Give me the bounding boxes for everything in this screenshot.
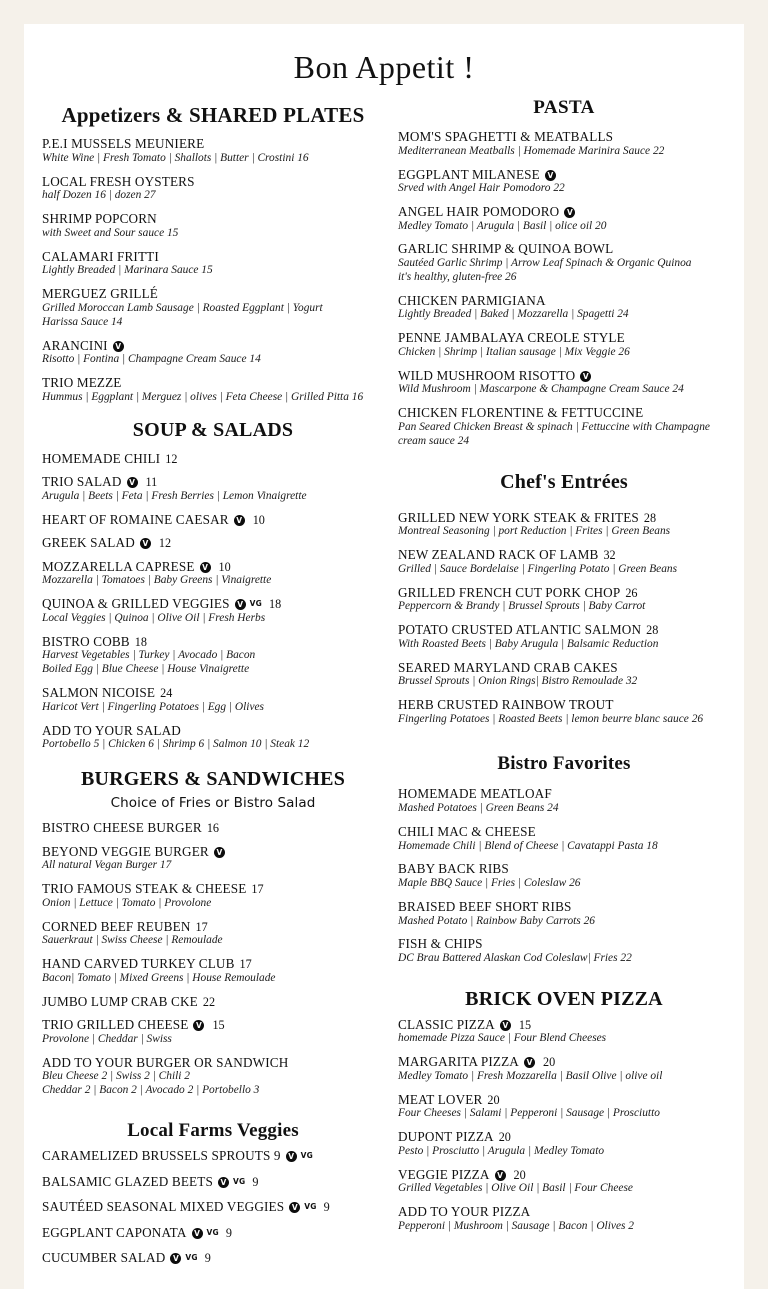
vegan-icon: VG <box>232 1176 246 1186</box>
item-label: MEAT LOVER <box>398 1091 483 1107</box>
item-name <box>42 685 384 701</box>
menu-item[interactable] <box>398 1129 730 1158</box>
item-price: 22 <box>202 994 216 1009</box>
item-name <box>42 338 384 354</box>
section-heading-bistro-favorites: Bistro Favorites <box>497 752 631 774</box>
item-label: CLASSIC PIZZA <box>398 1016 495 1032</box>
menu-item[interactable] <box>398 129 730 158</box>
menu-item[interactable] <box>398 167 730 196</box>
menu-item[interactable] <box>398 1054 730 1083</box>
vegetarian-icon: V <box>524 1057 535 1068</box>
item-label: CORNED BEEF REUBEN <box>42 918 191 934</box>
section-appetizers <box>42 136 384 404</box>
item-price: 20 <box>542 1055 556 1070</box>
item-name: CHILI MAC & CHEESE <box>398 823 536 839</box>
item-description: Local Veggies | Quinoa | Olive Oil | Fresh Herbs <box>42 611 266 624</box>
item-description: homemade Pizza Sauce | Four Blend Cheeses <box>398 1032 607 1045</box>
section-soup-salads <box>42 451 384 753</box>
item-description: Mashed Potatoes | Green Beans 24 <box>398 802 559 815</box>
vegan-icon: VG <box>300 1150 313 1160</box>
item-description: Peppercorn & Brandy | Brussel Sprouts | Baby Carrot <box>398 600 646 613</box>
menu-item[interactable] <box>42 249 384 278</box>
item-description: Grilled Vegetables | Olive Oil | Basil | Four Cheese <box>398 1182 633 1195</box>
item-description: White Wine | Fresh Tomato | Shallots | Butter | Crostini 16 <box>42 151 309 164</box>
menu-item[interactable] <box>398 293 730 322</box>
item-price: 12 <box>165 451 178 466</box>
item-name: LOCAL FRESH OYSTERS <box>42 173 195 189</box>
menu-item[interactable] <box>398 861 730 890</box>
item-name <box>398 1129 730 1145</box>
menu-item[interactable] <box>42 451 384 467</box>
item-name <box>42 820 384 836</box>
item-price: 26 <box>625 585 638 600</box>
vegetarian-icon: V <box>234 515 245 526</box>
item-description: Lightly Breaded | Marinara Sauce 15 <box>42 264 213 277</box>
vegetarian-icon: V <box>193 1020 204 1031</box>
item-price: 9 <box>252 1174 259 1189</box>
menu-item[interactable] <box>42 919 384 948</box>
item-description: Homemade Chili | Blend of Cheese | Cavatappi Pasta 18 <box>398 839 658 852</box>
item-name <box>398 204 730 220</box>
menu-item[interactable] <box>398 204 730 233</box>
section-chefs-entrees <box>398 510 730 727</box>
vegetarian-icon: V <box>214 847 225 858</box>
item-label: DUPONT PIZZA <box>398 1129 494 1145</box>
menu-item[interactable] <box>42 994 384 1010</box>
item-label: ANGEL HAIR POMODORO <box>398 204 560 219</box>
menu-item[interactable] <box>398 786 730 815</box>
item-name <box>42 881 384 897</box>
item-name <box>398 547 730 563</box>
menu-item[interactable] <box>398 1017 730 1046</box>
item-price: 9 <box>225 1225 232 1240</box>
item-description: Medley Tomato | Arugula | Basil | olice oil 20 <box>398 219 607 232</box>
item-name: CALAMARI FRITTI <box>42 248 159 264</box>
item-description: Bleu Cheese 2 | Swiss 2 | Chili 2 <box>42 1070 191 1083</box>
item-name <box>42 1250 384 1266</box>
menu-item[interactable] <box>42 723 384 752</box>
menu-item[interactable] <box>42 211 384 240</box>
item-description: Portobello 5 | Chicken 6 | Shrimp 6 | Salmon 10 | Steak 12 <box>42 738 310 751</box>
menu-item[interactable] <box>42 1250 384 1266</box>
menu-item[interactable] <box>42 1225 384 1241</box>
item-name <box>398 1054 730 1070</box>
item-name: CHICKEN FLORENTINE & FETTUCCINE <box>398 405 644 421</box>
item-label: TRIO GRILLED CHEESE <box>42 1017 189 1033</box>
section-local-farms <box>42 1148 384 1266</box>
item-label: POTATO CRUSTED ATLANTIC SALMON <box>398 622 642 638</box>
vegetarian-icon: V <box>580 371 591 382</box>
item-name <box>398 510 730 526</box>
section-brick-oven-pizza <box>398 1017 730 1234</box>
item-name <box>42 535 384 551</box>
item-label: TRIO SALAD <box>42 474 122 490</box>
item-description: Bacon| Tomato | Mixed Greens | House Remoulade <box>42 971 276 984</box>
vegetarian-icon: V <box>113 341 124 352</box>
item-price: 17 <box>195 919 208 934</box>
item-name <box>398 585 730 601</box>
vegetarian-icon: V <box>140 538 151 549</box>
item-label: SALMON NICOISE <box>42 685 156 701</box>
item-label: BALSAMIC GLAZED BEETS <box>42 1173 213 1189</box>
menu-item[interactable] <box>42 474 384 503</box>
item-label: SAUTÉED SEASONAL MIXED VEGGIES <box>42 1199 285 1215</box>
item-name: BABY BACK RIBS <box>398 861 509 877</box>
item-price: 9 <box>323 1200 330 1215</box>
item-label: GRILLED FRENCH CUT PORK CHOP <box>398 584 621 600</box>
item-name <box>42 956 384 972</box>
menu-item[interactable] <box>398 547 730 576</box>
item-name: SHRIMP POPCORN <box>42 211 157 227</box>
item-label: HEART OF ROMAINE CAESAR <box>42 511 229 527</box>
menu-item[interactable] <box>42 1055 384 1098</box>
item-description: Maple BBQ Sauce | Fries | Coleslaw 26 <box>398 877 581 890</box>
vegetarian-icon: V <box>545 170 556 181</box>
item-description: With Roasted Beets | Baby Arugula | Balsamic Reduction <box>398 637 659 650</box>
menu-item[interactable] <box>42 286 384 329</box>
item-price: 20 <box>513 1167 526 1182</box>
item-description: Fingerling Potatoes | Roasted Beets | lemon beurre blanc sauce 26 <box>398 712 704 725</box>
item-name <box>42 1225 384 1241</box>
menu-item[interactable] <box>398 585 730 614</box>
menu-item[interactable] <box>398 622 730 651</box>
menu-item[interactable] <box>398 368 730 397</box>
item-description: Sauerkraut | Swiss Cheese | Remoulade <box>42 934 223 947</box>
vegetarian-icon: V <box>170 1253 181 1264</box>
item-name <box>42 559 384 575</box>
item-description: Medley Tomato | Fresh Mozzarella | Basil Olive | olive oil <box>398 1069 663 1082</box>
item-label: HAND CARVED TURKEY CLUB <box>42 956 235 972</box>
item-price: 15 <box>212 1018 225 1033</box>
item-label: QUINOA & GRILLED VEGGIES <box>42 596 230 612</box>
item-description: Montreal Seasoning | port Reduction | Frites | Green Beans <box>398 525 671 538</box>
item-description: Mashed Potato | Rainbow Baby Carrots 26 <box>398 914 595 927</box>
item-name <box>398 1092 730 1108</box>
item-description: Grilled Moroccan Lamb Sausage | Roasted Eggplant | Yogurt Harissa Sauce 14 <box>42 301 323 328</box>
item-name: ADD TO YOUR BURGER OR SANDWICH <box>42 1054 289 1070</box>
section-heading-chefs-entrees: Chef's Entrées <box>500 470 628 493</box>
menu-item[interactable] <box>398 405 730 448</box>
item-name <box>398 167 730 183</box>
item-label: GRILLED NEW YORK STEAK & FRITES <box>398 509 639 525</box>
vegetarian-icon: V <box>500 1020 511 1031</box>
menu-item[interactable] <box>398 824 730 853</box>
item-label: HOMEMADE CHILI <box>42 450 161 466</box>
item-price: 18 <box>134 634 147 649</box>
item-label: JUMBO LUMP CRAB CKE <box>42 993 198 1009</box>
item-label: WILD MUSHROOM RISOTTO <box>398 367 576 383</box>
item-label: VEGGIE PIZZA <box>398 1166 490 1182</box>
item-description-line2: Cheddar 2 | Bacon 2 | Avocado 2 | Portobello 3 <box>42 1084 260 1097</box>
item-label: CARAMELIZED BRUSSELS SPROUTS 9 <box>42 1147 281 1163</box>
section-heading-pasta: PASTA <box>533 97 595 119</box>
item-name: FISH & CHIPS <box>398 936 483 952</box>
item-label: NEW ZEALAND RACK OF LAMB <box>398 547 599 563</box>
item-name: ADD TO YOUR SALAD <box>42 722 181 738</box>
item-description: Hummus | Eggplant | Merguez | olives | Feta Cheese | Grilled Pitta 16 <box>42 390 364 403</box>
section-pasta <box>398 129 730 449</box>
menu-item[interactable] <box>398 510 730 539</box>
item-name <box>42 1148 384 1164</box>
item-price: 11 <box>145 475 158 490</box>
menu-item[interactable] <box>42 136 384 165</box>
menu-item[interactable] <box>42 174 384 203</box>
item-name: MERGUEZ GRILLÉ <box>42 286 159 302</box>
menu-item[interactable] <box>398 1167 730 1196</box>
menu-item[interactable] <box>42 844 384 873</box>
menu-item[interactable] <box>42 338 384 367</box>
menu-item[interactable] <box>42 512 384 528</box>
item-name: ADD TO YOUR PIZZA <box>398 1204 531 1220</box>
item-price: 15 <box>518 1017 532 1032</box>
menu-item[interactable] <box>42 820 384 836</box>
item-price: 18 <box>268 597 282 612</box>
vegan-icon: VG <box>249 599 262 609</box>
menu-item[interactable] <box>42 634 384 677</box>
menu-item[interactable] <box>42 559 384 588</box>
item-price: 16 <box>206 821 219 836</box>
menu-item[interactable] <box>42 596 384 625</box>
item-label: BISTRO CHEESE BURGER <box>42 820 202 836</box>
item-label: BEYOND VEGGIE BURGER <box>42 843 209 859</box>
menu-item[interactable] <box>398 697 730 726</box>
item-description: Grilled | Sauce Bordelaise | Fingerling Potato | Green Beans <box>398 562 678 575</box>
item-name <box>42 634 384 650</box>
item-description: Harvest Vegetables | Turkey | Avocado | Bacon <box>42 649 256 662</box>
item-description: Pepperoni | Mushroom | Sausage | Bacon | Olives 2 <box>398 1219 634 1232</box>
item-description: Pan Seared Chicken Breast & spinach | Fettuccine with Champagne cream sauce 24 <box>398 420 710 447</box>
vegetarian-icon: V <box>495 1170 506 1181</box>
item-name <box>42 474 384 490</box>
item-name: TRIO MEZZE <box>42 375 122 391</box>
item-description: half Dozen 16 | dozen 27 <box>42 189 156 202</box>
item-price: 12 <box>158 536 172 551</box>
item-label: EGGPLANT MILANESE <box>398 166 540 182</box>
item-name <box>42 596 384 612</box>
vegetarian-icon: V <box>192 1228 203 1239</box>
item-price: 24 <box>160 686 173 701</box>
item-description-line2: Boiled Egg | Blue Cheese | House Vinaigrette <box>42 663 250 676</box>
item-name: SEARED MARYLAND CRAB CAKES <box>398 659 618 675</box>
item-description: Chicken | Shrimp | Italian sausage | Mix Veggie 26 <box>398 345 630 358</box>
item-price: 10 <box>252 512 265 527</box>
item-description: All natural Vegan Burger 17 <box>42 859 172 872</box>
vegetarian-icon: V <box>289 1202 300 1213</box>
item-description: Mediterranean Meatballs | Homemade Marinira Sauce 22 <box>398 144 665 157</box>
section-heading-brick-oven-pizza: BRICK OVEN PIZZA <box>465 987 663 1010</box>
item-name: MOM'S SPAGHETTI & MEATBALLS <box>398 129 614 145</box>
item-price: 20 <box>487 1092 500 1107</box>
item-name <box>42 512 384 528</box>
vegetarian-icon: V <box>286 1151 297 1162</box>
section-heading-soup-salads: SOUP & SALADS <box>132 418 294 441</box>
item-price: 17 <box>239 957 252 972</box>
item-price: 28 <box>646 623 659 638</box>
item-name <box>42 994 384 1010</box>
section-burgers <box>42 820 384 1098</box>
item-name: BRAISED BEEF SHORT RIBS <box>398 898 572 914</box>
menu-item[interactable] <box>42 1174 384 1190</box>
vegan-icon: VG <box>206 1227 219 1237</box>
item-label: EGGPLANT CAPONATA <box>42 1224 187 1240</box>
item-name <box>398 622 730 638</box>
item-name <box>398 368 730 384</box>
item-description: Onion | Lettuce | Tomato | Provolone <box>42 896 212 909</box>
vegetarian-icon: V <box>564 207 575 218</box>
item-name <box>398 1017 730 1033</box>
item-description: Srved with Angel Hair Pomodoro 22 <box>398 182 565 195</box>
menu-item[interactable] <box>42 1148 384 1164</box>
menu-item[interactable] <box>42 1199 384 1215</box>
item-name <box>42 844 384 860</box>
item-description: Provolone | Cheddar | Swiss <box>42 1032 172 1045</box>
section-heading-burgers: BURGERS & SANDWICHES <box>80 768 346 791</box>
item-price: 28 <box>643 510 657 525</box>
item-description: Wild Mushroom | Mascarpone & Champagne Cream Sauce 24 <box>398 383 684 396</box>
item-description: Brussel Sprouts | Onion Rings| Bistro Remoulade 32 <box>398 675 638 688</box>
menu-sheet <box>24 24 744 1289</box>
right-column <box>394 85 744 1242</box>
item-description: Four Cheeses | Salami | Pepperoni | Sausage | Prosciutto <box>398 1107 660 1120</box>
item-label: TRIO FAMOUS STEAK & CHEESE <box>42 881 247 897</box>
item-label: GREEK SALAD <box>42 535 135 551</box>
item-price: 20 <box>498 1130 511 1145</box>
item-description: Haricot Vert | Fingerling Potatoes | Egg | Olives <box>42 700 264 713</box>
menu-columns <box>24 85 744 1276</box>
item-label: ARANCINI <box>42 337 108 353</box>
vegetarian-icon: V <box>235 599 246 610</box>
left-column <box>24 85 394 1276</box>
menu-item[interactable] <box>42 535 384 551</box>
item-description: Mozzarella | Tomatoes | Baby Greens | Vinaigrette <box>42 574 272 587</box>
vegan-icon: VG <box>185 1253 198 1263</box>
item-description: Lightly Breaded | Baked | Mozzarella | Spagetti 24 <box>398 308 629 321</box>
item-price: 17 <box>251 882 264 897</box>
item-name <box>398 1167 730 1183</box>
item-label: MOZZARELLA CAPRESE <box>42 558 195 574</box>
item-name: HERB CRUSTED RAINBOW TROUT <box>398 697 614 713</box>
vegetarian-icon: V <box>200 562 211 573</box>
menu-item[interactable] <box>42 881 384 910</box>
item-name <box>42 1199 384 1215</box>
vegetarian-icon: V <box>127 477 138 488</box>
item-description: Arugula | Beets | Feta | Fresh Berries | Lemon Vinaigrette <box>42 489 307 502</box>
menu-item[interactable] <box>42 375 384 404</box>
item-label: MARGARITA PIZZA <box>398 1054 519 1070</box>
vegan-icon: VG <box>304 1202 317 1212</box>
item-name <box>42 451 384 467</box>
burgers-side-note: Choice of Fries or Bistro Salad <box>110 795 316 812</box>
item-label: BISTRO COBB <box>42 633 130 649</box>
item-name <box>42 1017 384 1033</box>
item-price: 10 <box>218 559 231 574</box>
item-price: 9 <box>204 1251 211 1266</box>
item-name <box>42 1174 384 1190</box>
item-description-line2: it's healthy, gluten-free 26 <box>398 270 517 283</box>
item-price: 32 <box>603 548 616 563</box>
item-description: Pesto | Prosciutto | Arugula | Medley Tomato <box>398 1144 605 1157</box>
menu-item[interactable] <box>398 899 730 928</box>
item-name: PENNE JAMBALAYA CREOLE STYLE <box>398 330 625 346</box>
section-heading-appetizers: Appetizers & SHARED PLATES <box>61 103 365 128</box>
item-description: Risotto | Fontina | Champagne Cream Sauce 14 <box>42 353 261 366</box>
item-name <box>42 919 384 935</box>
section-bistro-favorites <box>398 786 730 965</box>
item-description: DC Brau Battered Alaskan Cod Coleslaw| Fries 22 <box>398 951 632 964</box>
item-name: P.E.I MUSSELS MEUNIERE <box>42 136 205 152</box>
item-name: CHICKEN PARMIGIANA <box>398 292 546 308</box>
item-label: CUCUMBER SALAD <box>42 1250 166 1266</box>
item-name: HOMEMADE MEATLOAF <box>398 786 552 802</box>
menu-item[interactable] <box>42 685 384 714</box>
page-title: Bon Appetit ! <box>293 49 475 85</box>
item-name: GARLIC SHRIMP & QUINOA BOWL <box>398 241 614 257</box>
menu-item[interactable] <box>398 330 730 359</box>
section-heading-local-farms: Local Farms Veggies <box>127 1120 299 1142</box>
menu-item[interactable] <box>398 1092 730 1121</box>
vegetarian-icon: V <box>218 1177 229 1188</box>
menu-item[interactable] <box>42 956 384 985</box>
menu-item[interactable] <box>42 1017 384 1046</box>
menu-item[interactable] <box>398 241 730 284</box>
item-description: with Sweet and Sour sauce 15 <box>42 226 179 239</box>
menu-item[interactable] <box>398 660 730 689</box>
menu-item[interactable] <box>398 1204 730 1233</box>
menu-item[interactable] <box>398 936 730 965</box>
item-description: Sautéed Garlic Shrimp | Arrow Leaf Spinach & Organic Quinoa <box>398 257 692 270</box>
